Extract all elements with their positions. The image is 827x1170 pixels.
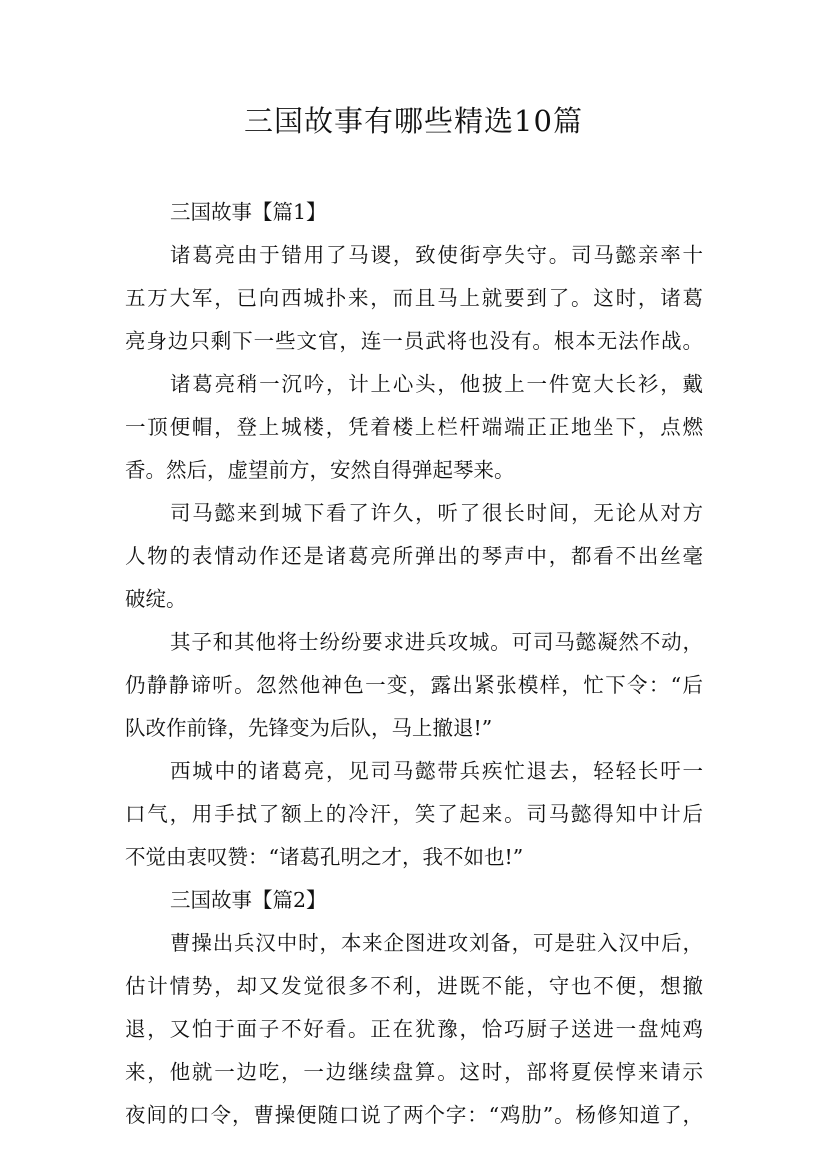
text-line: 口气，用手拭了额上的冷汗，笑了起来。司马懿得知中计后 [125, 802, 703, 826]
text-line: 一顶便帽，登上城楼，凭着楼上栏杆端端正正地坐下，点燃 [125, 415, 703, 439]
text-line: 其子和其他将士纷纷要求进兵攻城。可司马懿凝然不动， [170, 630, 703, 654]
text-line: 香。然后，虚望前方，安然自得弹起琴来。 [125, 458, 515, 482]
text-line: 破绽。 [125, 587, 187, 611]
text-line: 队改作前锋，先锋变为后队，马上撤退!” [125, 716, 493, 740]
section-heading: 三国故事【篇1】 [170, 200, 327, 224]
text-line: 夜间的口令，曹操便随口说了两个字：“鸡肋”。杨修知道了， [125, 1103, 703, 1127]
text-line: 曹操出兵汉中时，本来企图进攻刘备，可是驻入汉中后， [170, 931, 703, 955]
text-line: 估计情势，却又发觉很多不利，进既不能，守也不便，想撤 [125, 974, 703, 998]
document-title: 三国故事有哪些精选10篇 [244, 104, 583, 138]
text-line: 仍静静谛听。忽然他神色一变，露出紧张模样，忙下令：“后 [125, 673, 703, 697]
text-line: 退，又怕于面子不好看。正在犹豫，恰巧厨子送进一盘炖鸡 [125, 1017, 703, 1041]
document-body [125, 191, 703, 1137]
text-line: 五万大军，已向西城扑来，而且马上就要到了。这时，诸葛 [125, 286, 703, 310]
text-line: 亮身边只剩下一些文官，连一员武将也没有。根本无法作战。 [125, 329, 703, 353]
text-line: 不觉由衷叹赞：“诸葛孔明之才，我不如也!” [125, 845, 524, 869]
text-line: 诸葛亮稍一沉吟，计上心头，他披上一件宽大长衫，戴 [170, 372, 703, 396]
text-line: 西城中的诸葛亮，见司马懿带兵疾忙退去，轻轻长吁一 [170, 759, 703, 783]
text-line: 司马懿来到城下看了许久，听了很长时间，无论从对方 [170, 501, 703, 525]
text-line: 来，他就一边吃，一边继续盘算。这时，部将夏侯惇来请示 [125, 1060, 703, 1084]
section-heading: 三国故事【篇2】 [170, 888, 327, 912]
text-line: 人物的表情动作还是诸葛亮所弹出的琴声中，都看不出丝毫 [125, 544, 703, 568]
text-line: 诸葛亮由于错用了马谡，致使街亭失守。司马懿亲率十 [170, 243, 703, 267]
